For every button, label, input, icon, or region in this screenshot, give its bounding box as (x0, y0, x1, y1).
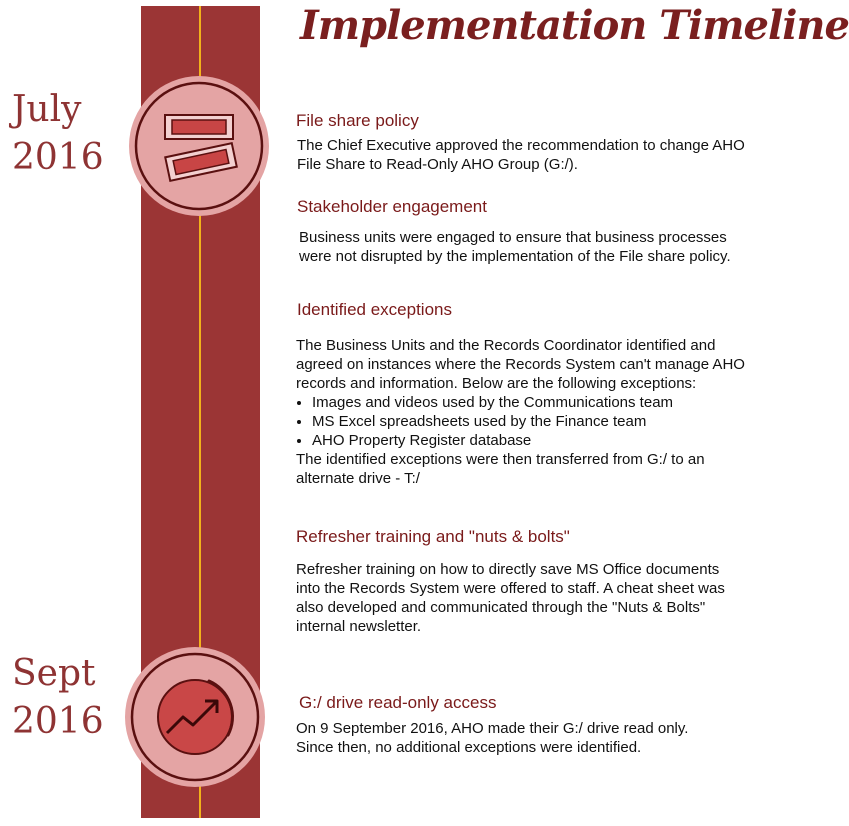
milestone-year: 2016 (12, 701, 104, 742)
event-heading-stakeholder-engagement: Stakeholder engagement (297, 197, 487, 216)
event-heading-file-share-policy: File share policy (296, 111, 419, 130)
event-heading-refresher-training: Refresher training and "nuts & bolts" (296, 527, 570, 546)
trend-up-icon-badge (125, 647, 265, 787)
exceptions-outro: The identified exceptions were then transferred from G:/ to an alternate drive - T:/ (296, 451, 705, 487)
list-item: • MS Excel spreadsheets used by the Finance team (312, 412, 746, 431)
trend-up-icon (158, 680, 233, 754)
milestone-date-sept (12, 650, 104, 746)
event-text-refresher-training: Refresher training on how to directly save MS Office documents into the Records System were offered to staff. A cheat sheet was also developed and communicated through the "Nuts & Bolts" internal newsletter. (296, 561, 725, 635)
ticket-icon-badge (129, 76, 269, 216)
event-heading-identified-exceptions: Identified exceptions (297, 300, 452, 319)
milestone-month: July (12, 89, 82, 130)
event-text-file-share-policy: The Chief Executive approved the recommendation to change AHO File Share to Read-Only AHO Group (G:/). (297, 137, 745, 173)
list-item: • Images and videos used by the Communications team (312, 393, 746, 412)
event-body-identified-exceptions (296, 336, 746, 488)
event-text-stakeholder-engagement: Business units were engaged to ensure that business processes were not disrupted by the implementation of the File share policy. (299, 229, 731, 265)
milestone-month: Sept (12, 653, 96, 694)
list-item: • AHO Property Register database (312, 431, 746, 450)
event-text-drive-read-only: On 9 September 2016, AHO made their G:/ drive read only. Since then, no additional exceptions were identified. (296, 720, 689, 756)
exceptions-intro: The Business Units and the Records Coordinator identified and agreed on instances where the Records System can't manage AHO records and information. Below are the following exceptions: (296, 337, 745, 392)
milestone-date-july (12, 86, 104, 182)
exceptions-list (296, 393, 746, 450)
page-title: Implementation Timeline (300, 2, 849, 49)
milestone-year: 2016 (12, 137, 104, 178)
event-heading-drive-read-only: G:/ drive read-only access (299, 693, 497, 712)
